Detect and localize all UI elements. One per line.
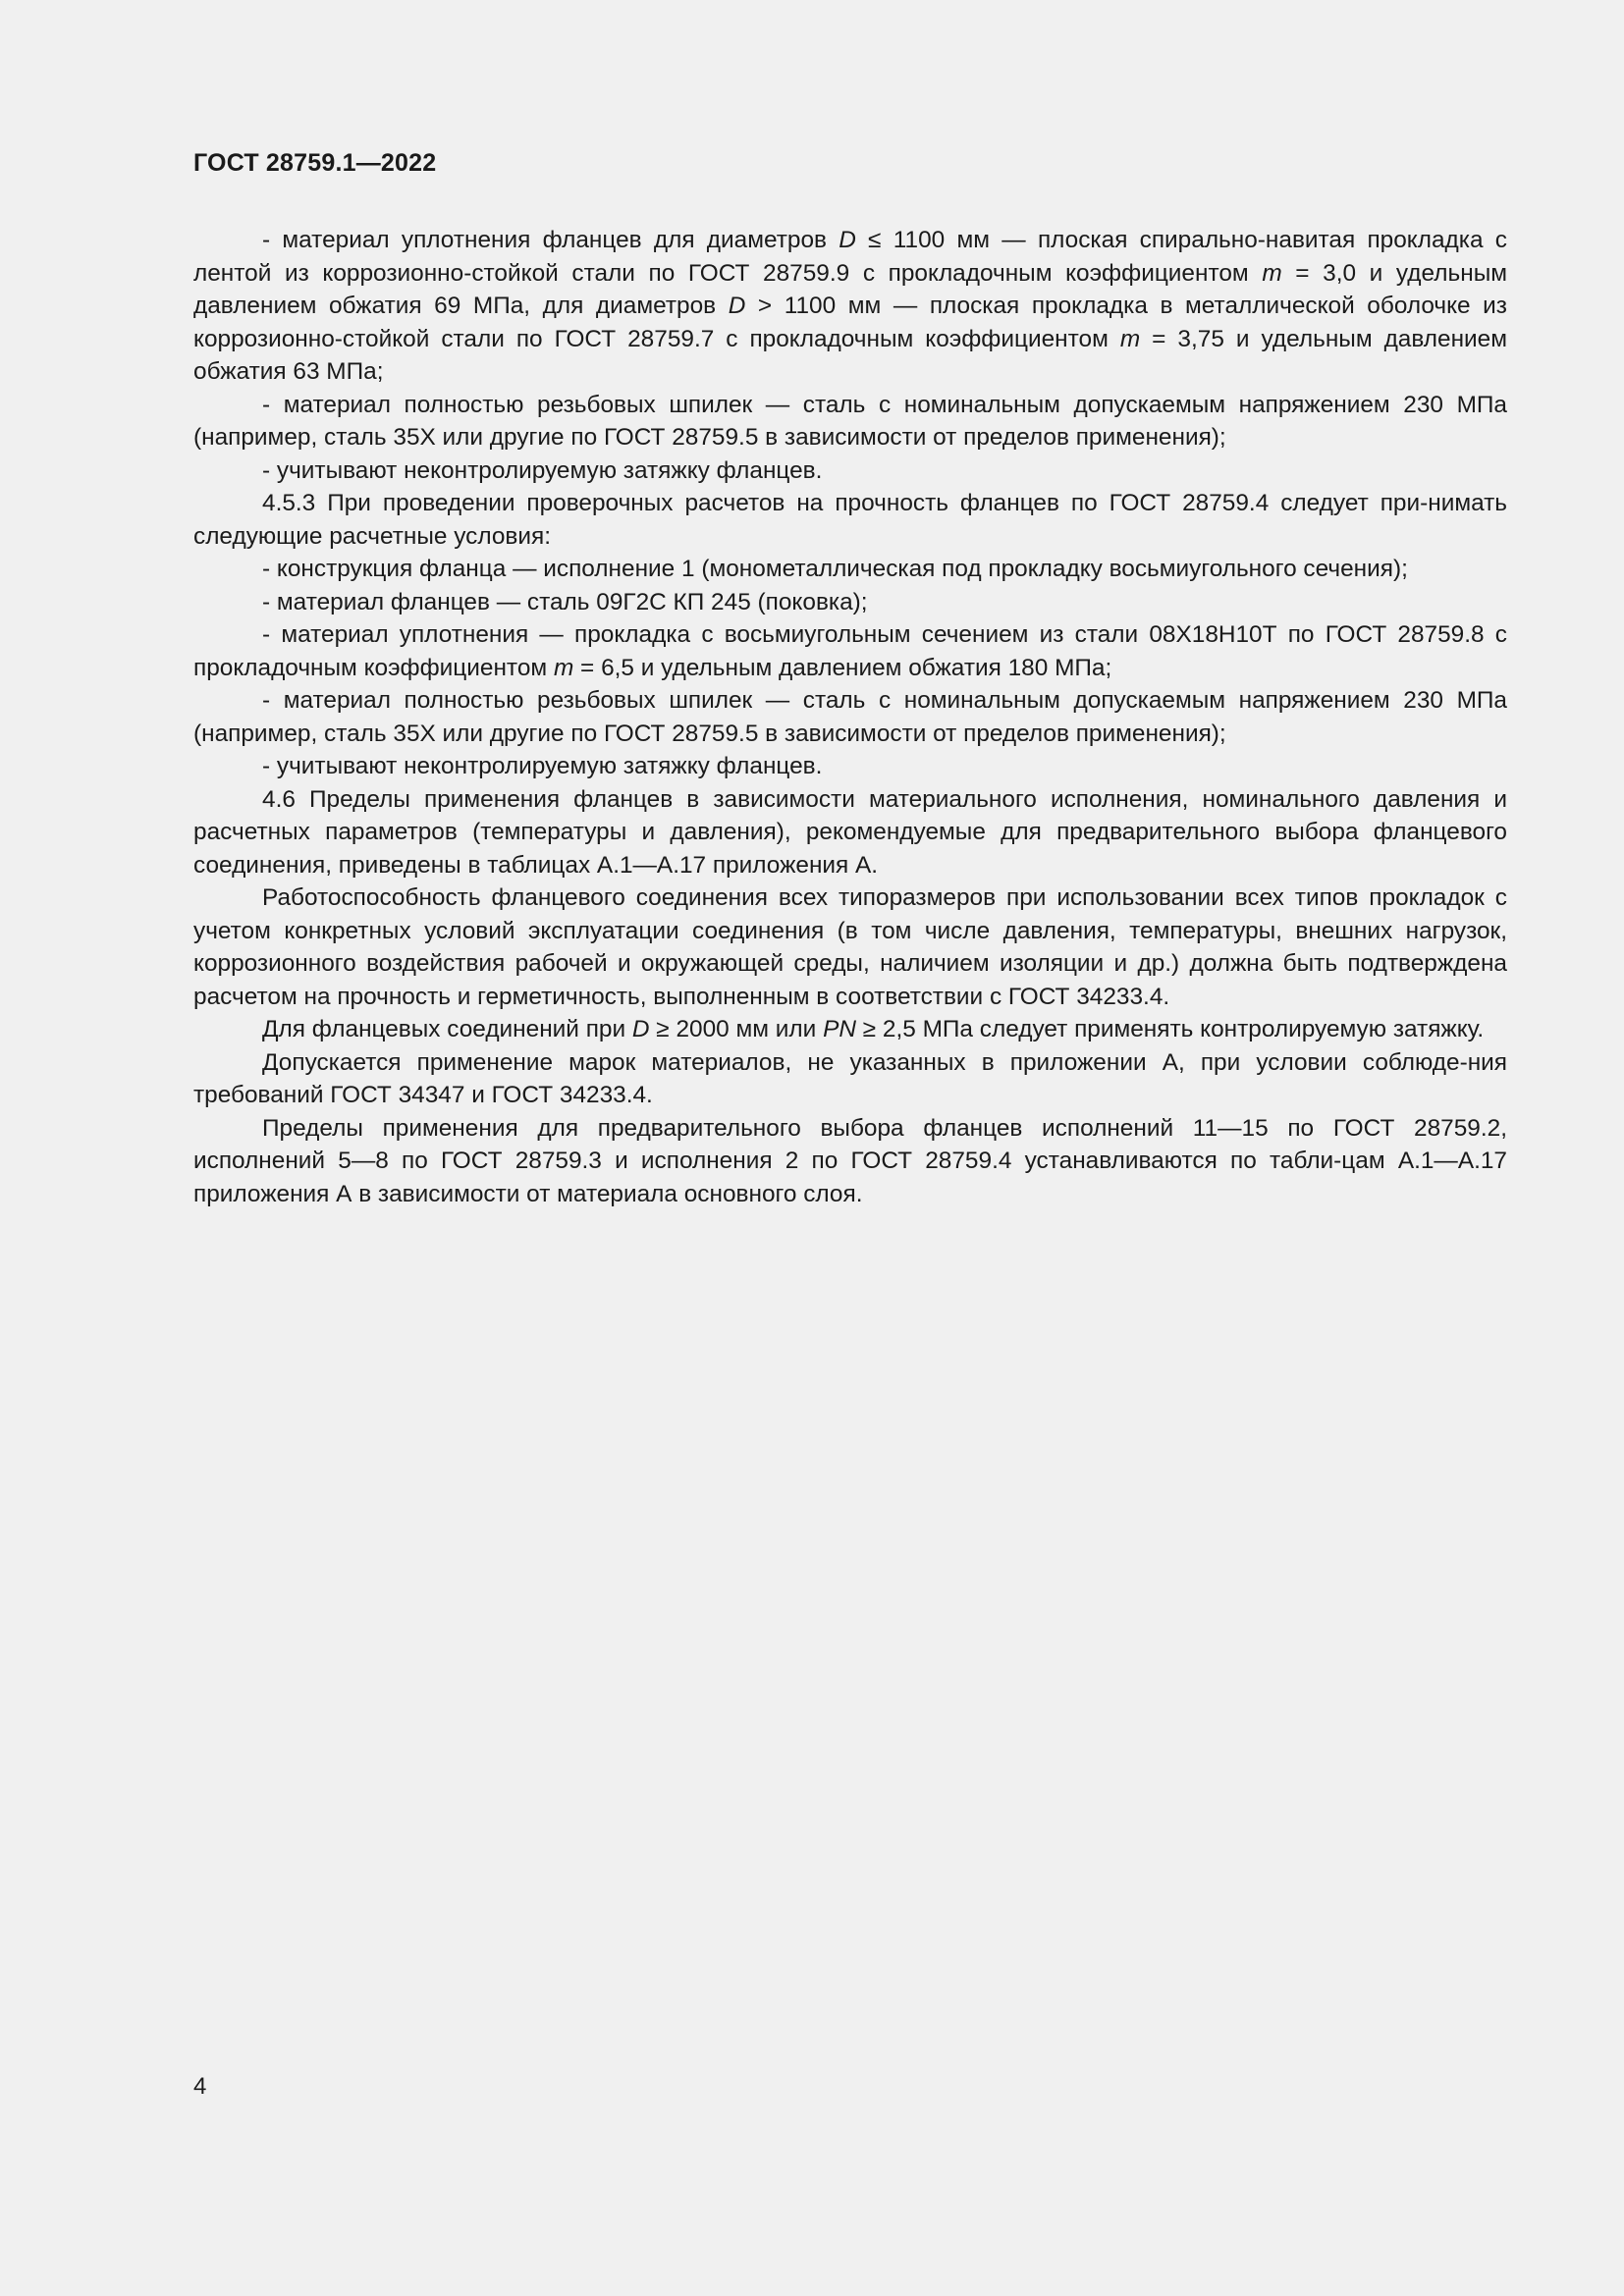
paragraph [193,783,1507,882]
text-run: ≥ 2,5 МПа следует применять контролируемую затяжку. [855,1016,1485,1042]
text-run: = 3,0 и удельным давлением обжатия 69 МПа, для диаметров [193,259,1507,319]
text-run: - материал фланцев — сталь 09Г2С КП 245 (поковка); [262,588,868,615]
text-run: - материал уплотнения — прокладка с восьмиугольным сечением из стали 08Х18Н10Т по ГОСТ 28759.8 с прокладочным коэффициентом [193,621,1507,681]
text-run: ≤ 1100 мм — плоская спирально-навитая прокладка с лентой из коррозионно-стойкой стали по ГОСТ 28759.9 с прокладочным коэффициентом [193,227,1507,287]
page-number: 4 [193,2073,207,2100]
text-run: Пределы применения для предварительного выбора фланцев исполнений 11—15 по ГОСТ 28759.2, исполнений 5—8 по ГОСТ 28759.3 и исполнения 2 по ГОСТ 28759.4 устанавливаются по табли-цам А.1—А.17 приложения А в зависимости от материала основного слоя. [193,1114,1507,1207]
text-run: - материал уплотнения фланцев для диаметров [262,227,839,253]
text-run: ≥ 2000 мм или [649,1016,824,1042]
italic-symbol: D [631,1016,650,1042]
italic-symbol: m [1119,325,1141,352]
text-run: 4.6 Пределы применения фланцев в зависимости материального исполнения, номинального давления и расчетных параметров (температуры и давления), рекомендуемые для предварительного выбора фланцевого соединения, приведены в таблицах А.1—А.17 приложения А. [193,785,1507,879]
paragraph [193,618,1507,684]
document-header: ГОСТ 28759.1—2022 [193,149,437,177]
paragraph [193,224,1507,389]
text-run: - материал полностью резьбовых шпилек — сталь с номинальным допускаемым напряжением 230 МПа (например, сталь 35Х или другие по ГОСТ 28759.5 в зависимости от пределов применения); [193,687,1507,747]
text-run: 4.5.3 При проведении проверочных расчетов на прочность фланцев по ГОСТ 28759.4 следует при-нимать следующие расчетные условия: [193,490,1507,550]
text-run: - учитывают неконтролируемую затяжку фланцев. [262,753,823,779]
paragraph [193,684,1507,750]
italic-symbol: D [728,293,746,319]
document-body [193,224,1507,1210]
paragraph [193,1046,1507,1112]
paragraph [193,487,1507,553]
paragraph [193,586,1507,619]
text-run: - учитывают неконтролируемую затяжку фланцев. [262,456,823,484]
text-run: = 6,5 и удельным давлением обжатия 180 МПа; [573,654,1112,681]
text-run: Допускается применение марок материалов, не указанных в приложении А, при условии соблюде-ния требований ГОСТ 34347 и ГОСТ 34233.4. [193,1048,1507,1108]
italic-symbol: m [553,654,574,681]
paragraph [193,1112,1507,1211]
text-run: - материал полностью резьбовых шпилек — сталь с номинальным допускаемым напряжением 230 МПа (например, сталь 35Х или другие по ГОСТ 28759.5 в зависимости от пределов применения); [193,391,1507,451]
paragraph [193,1013,1507,1046]
text-run: - конструкция фланца — исполнение 1 (монометаллическая под прокладку восьмиугольного сечения); [262,556,1408,582]
paragraph [193,750,1507,783]
text-run: = 3,75 и удельным давлением обжатия 63 МПа; [193,325,1507,385]
paragraph [193,389,1507,454]
paragraph [193,553,1507,586]
text-run: > 1100 мм — плоская прокладка в металлической оболочке из коррозионно-стойкой стали по ГОСТ 28759.7 с прокладочным коэффициентом [193,293,1507,352]
text-run: Для фланцевых соединений при [262,1016,632,1042]
italic-symbol: m [1262,259,1282,287]
text-run: Работоспособность фланцевого соединения всех типоразмеров при использовании всех типов прокладок с учетом конкретных условий эксплуатации соединения (в том числе давления, температуры, внешних нагрузок, коррозионного воздействия рабочей и окружающей среды, наличием изоляции и др.) должна быть подтверждена расчетом на прочность и герметичность, выполненным в соответствии с ГОСТ 34233.4. [193,884,1507,1010]
paragraph [193,454,1507,488]
italic-symbol: D [839,227,856,253]
italic-symbol: PN [823,1016,856,1042]
paragraph [193,881,1507,1013]
